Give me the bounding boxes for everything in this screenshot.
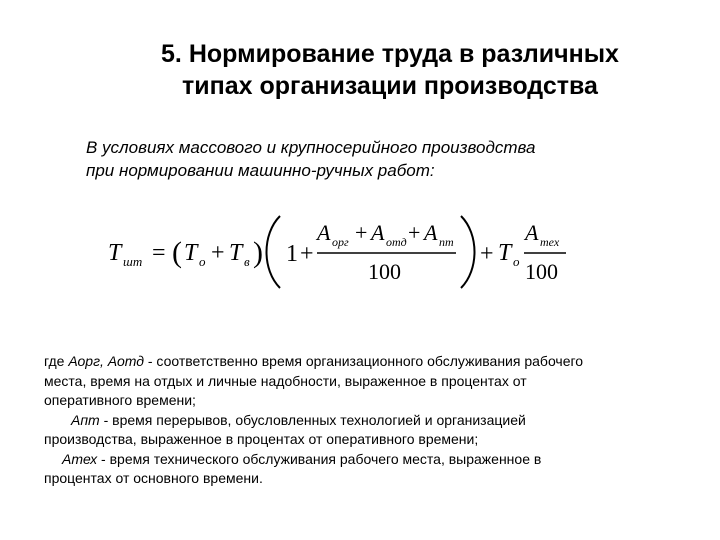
desc-symbol-2: Апт <box>71 411 100 428</box>
lhs-subscript: шт <box>123 254 143 269</box>
plus-sign-5: + <box>480 241 494 267</box>
plus-sign-2: + <box>300 241 314 267</box>
desc-symbol-3: Атех <box>62 450 98 467</box>
a-pt-subscript: пт <box>439 235 454 249</box>
title-line-1: 5. Нормирование труда в различных <box>161 40 619 68</box>
big-left-paren <box>267 216 281 288</box>
open-paren: ( <box>172 236 182 269</box>
desc-text-1: - соответственно время организационного обслуживания рабочего <box>143 353 584 369</box>
desc-text-6: - время технического обслуживания рабочего места, выраженное в <box>97 450 542 467</box>
desc-symbols-1: Аорг, Аотд <box>68 353 144 369</box>
t-o2-subscript: o <box>513 254 520 269</box>
a-otd-subscript: отд <box>386 235 407 249</box>
intro-text <box>86 136 706 182</box>
title-line-2: типах организации производства <box>182 72 598 100</box>
plus-sign-3: + <box>355 220 368 245</box>
t-o2-symbol: T <box>498 240 512 266</box>
big-right-paren <box>461 216 475 288</box>
t-o-symbol: T <box>184 240 198 266</box>
t-v-subscript: в <box>244 254 250 269</box>
formula-svg <box>108 208 588 294</box>
desc-prefix: где <box>44 353 69 369</box>
denominator-1: 100 <box>368 259 401 284</box>
intro-line-1: В условиях массового и крупносерийного производства <box>86 138 536 157</box>
one-digit: 1 <box>286 241 298 267</box>
desc-line-3: оперативного времени; <box>44 392 196 408</box>
t-v-symbol: T <box>229 240 243 266</box>
slide-title <box>60 38 720 102</box>
plus-sign-4: + <box>408 220 421 245</box>
intro-line-2: при нормировании машинно-ручных работ: <box>86 161 435 180</box>
formula <box>108 208 588 294</box>
a-org-symbol: A <box>317 220 331 245</box>
a-teh-symbol: A <box>525 220 539 245</box>
lhs-symbol: T <box>108 240 122 266</box>
desc-line-5: производства, выраженное в процентах от оперативного времени; <box>44 431 479 447</box>
desc-line-7: процентах от основного времени. <box>44 470 263 486</box>
t-o-subscript: o <box>199 254 206 269</box>
desc-line-2: места, время на отдых и личные надобности, выраженное в процентах от <box>44 372 527 389</box>
close-paren: ) <box>253 236 263 269</box>
desc-line-6 <box>44 450 684 470</box>
desc-line-4 <box>44 411 684 431</box>
desc-text-4: - время перерывов, обусловленных технологией и организацией <box>99 411 526 428</box>
a-teh-subscript: тех <box>540 235 560 249</box>
equals-sign: = <box>152 240 166 266</box>
denominator-2: 100 <box>525 259 558 284</box>
plus-sign-1: + <box>211 240 225 266</box>
description <box>44 352 684 489</box>
desc-line-1 <box>44 352 684 372</box>
a-otd-symbol: A <box>371 220 385 245</box>
a-pt-symbol: A <box>424 220 438 245</box>
a-org-subscript: орг <box>332 235 349 249</box>
